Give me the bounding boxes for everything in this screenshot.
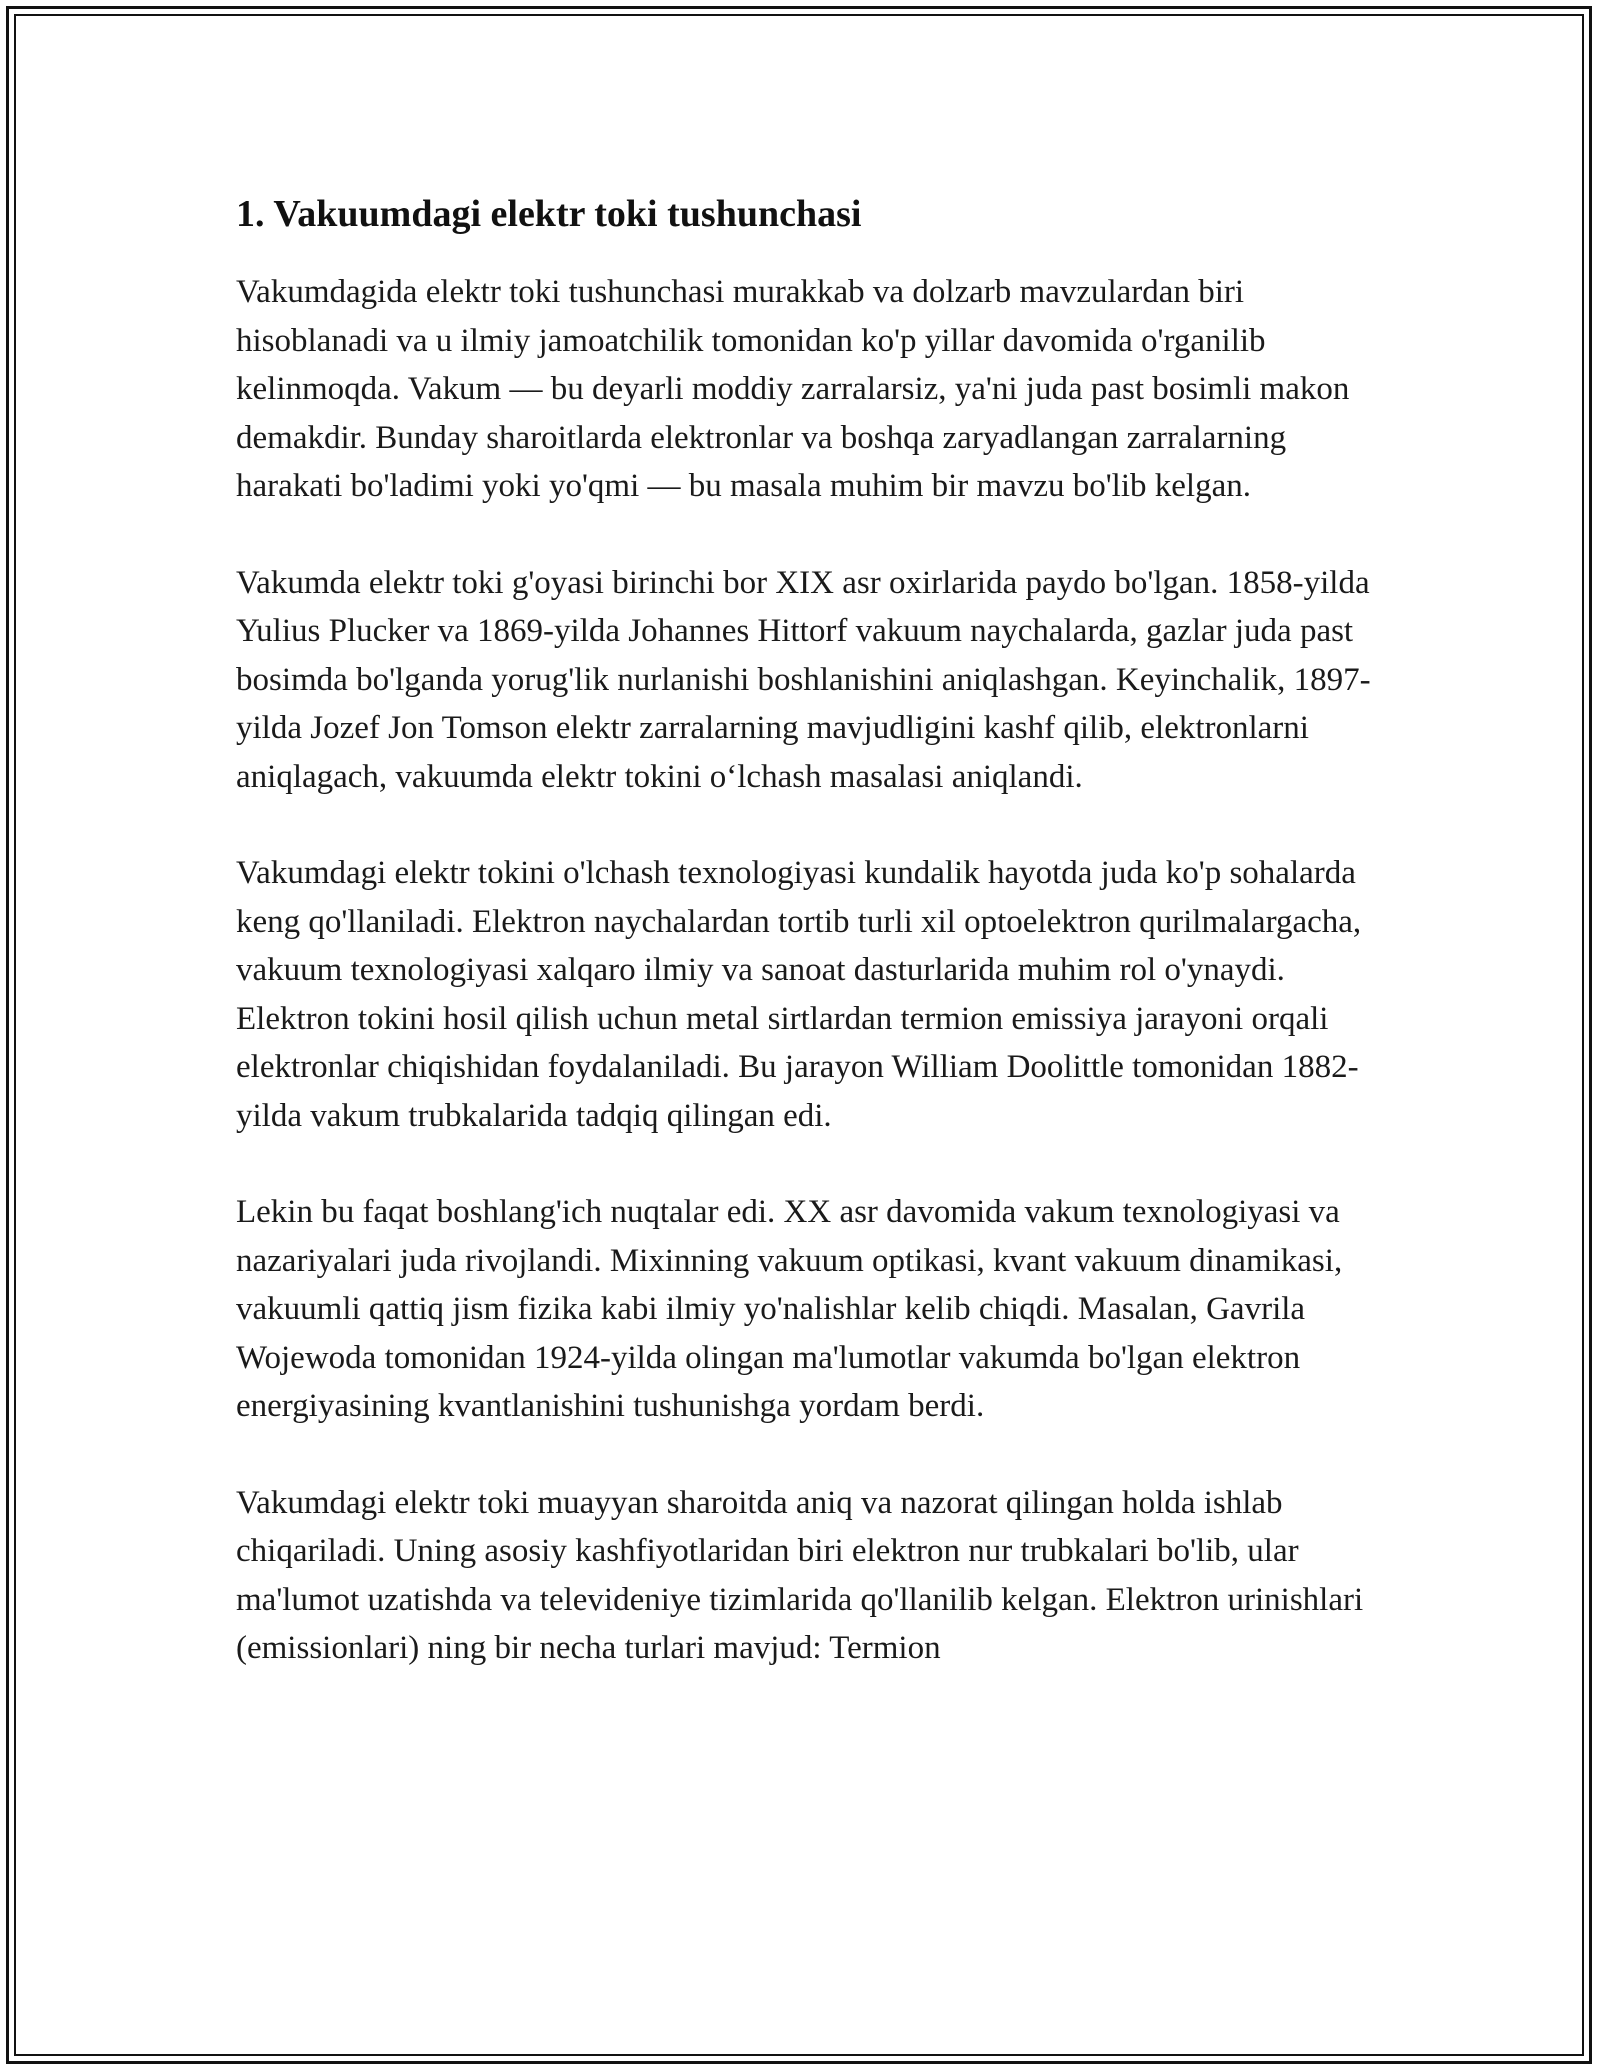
paragraph-2: Vakumda elektr toki g'oyasi birinchi bor XIX asr oxirlarida paydo bo'lgan. 1858-yilda Yulius Plucker va 1869-yilda Johannes Hittorf vakuum naychalarda, gazlar juda past bosimda bo'lganda yorug'lik nurlanishi boshlanishini aniqlashgan. Keyinchalik, 1897-yilda Jozef Jon Tomson elektr zarralarning mavjudligini kashf qilib, elektronlarni aniqlagach, vakuumda elektr tokini o‘lchash masalasi aniqlandi.: [236, 564, 1371, 795]
paragraph-4: Lekin bu faqat boshlang'ich nuqtalar edi. XX asr davomida vakum texnologiyasi va nazariyalari juda rivojlandi. Mixinning vakuum optikasi, kvant vakuum dinamikasi, vakuumli qattiq jism fizika kabi ilmiy yo'nalishlar kelib chiqdi. Masalan, Gavrila Wojewoda tomonidan 1924-yilda olingan ma'lumotlar vakumda bo'lgan elektron energiyasining kvantlanishini tushunishga yordam berdi.: [236, 1194, 1343, 1424]
paragraph-1: Vakumdagida elektr toki tushunchasi murakkab va dolzarb mavzulardan biri hisoblanadi va u ilmiy jamoatchilik tomonidan ko'p yillar davomida o'rganilib kelinmoqda. Vakum — bu deyarli moddiy zarralarsiz, ya'ni juda past bosimli makon demakdir. Bunday sharoitlarda elektronlar va boshqa zaryadlangan zarralarning harakati bo'ladimi yoki yo'qmi — bu masala muhim bir mavzu bo'lib kelgan.: [236, 274, 1350, 504]
paragraph-5: Vakumdagi elektr toki muayyan sharoitda aniq va nazorat qilingan holda ishlab chiqariladi. Uning asosiy kashfiyotlaridan biri elektron nur trubkalari bo'lib, ular ma'lumot uzatishda va televideniye tizimlarida qo'llanilib kelgan. Elektron urinishlari (emissionlari) ning bir necha turlari mavjud: Termion: [236, 1484, 1364, 1666]
section-heading: 1. Vakuumdagi elektr toki tushunchasi: [236, 193, 862, 235]
paragraph-3: Vakumdagi elektr tokini o'lchash texnologiyasi kundalik hayotda juda ko'p sohalarda keng qo'llaniladi. Elektron naychalardan tortib turli xil optoelektron qurilmalargacha, vakuum texnologiyasi xalqaro ilmiy va sanoat dasturlarida muhim rol o'ynaydi. Elektron tokini hosil qilish uchun metal sirtlardan termion emissiya jarayoni orqali elektronlar chiqishidan foydalaniladi. Bu jarayon William Doolittle tomonidan 1882-yilda vakum trubkalarida tadqiq qilingan edi.: [236, 855, 1362, 1134]
document-body: [236, 186, 1386, 1673]
